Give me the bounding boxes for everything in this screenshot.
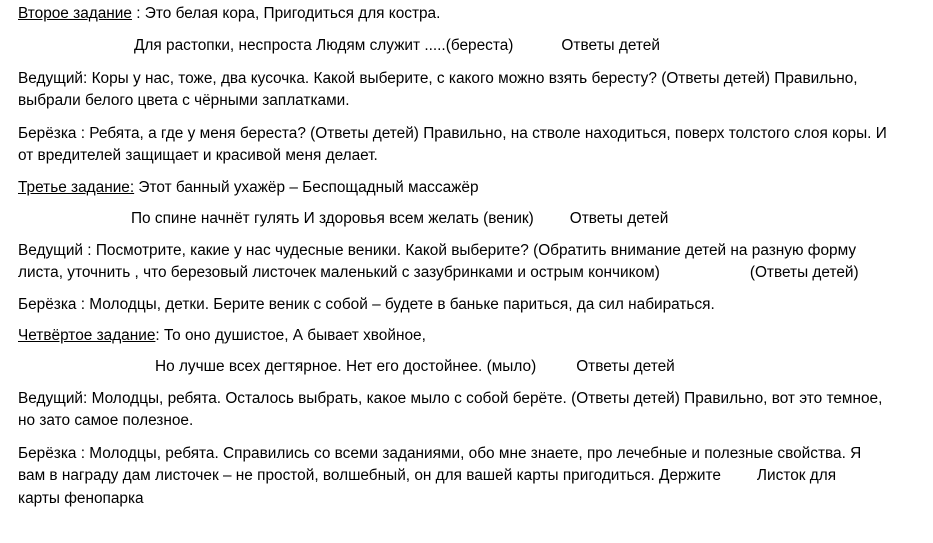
birch-remark-bark-line2: от вредителей защищает и красивой меня делает.	[18, 147, 378, 164]
task-3-riddle-line2	[131, 208, 668, 230]
task-4-riddle-line1: : То оно душистое, А бывает хвойное,	[155, 327, 426, 344]
task-2-riddle-line1: : Это белая кора, Пригодиться для костра.	[131, 5, 441, 22]
birch-remark-bark-line1: Берёзка : Ребята, а где у меня береста? (Ответы детей) Правильно, на стволе находиться, поверх толстого слоя коры. И	[18, 125, 887, 142]
birch-remark-final-line1: Берёзка : Молодцы, ребята. Справились со всеми заданиями, обо мне знаете, про лечебные и полезные свойства. Я	[18, 445, 862, 462]
birch-remark-final-text: вам в награду дам листочек – не простой, волшебный, он для вашей карты пригодиться. Держите	[18, 467, 721, 484]
birch-remark-final-line2	[18, 465, 836, 487]
birch-remark-brooms: Берёзка : Молодцы, детки. Берите веник с собой – будете в баньке париться, да сил набираться.	[18, 296, 715, 313]
task-4-riddle-verse: Но лучше всех дегтярное. Нет его достойнее. (мыло)	[155, 358, 537, 375]
task-4-children-answers: Ответы детей	[576, 358, 675, 375]
task-2-children-answers: Ответы детей	[561, 37, 660, 54]
task-3-label: Третье задание:	[18, 179, 135, 196]
leaf-for-map-note: Листок для	[756, 467, 837, 484]
brooms-children-answers: (Ответы детей)	[749, 264, 859, 281]
task-2-heading	[18, 3, 440, 25]
host-remark-bark-line1: Ведущий: Коры у нас, тоже, два кусочка. Какой выберите, с какого можно взять бересту? (Ответы детей) Правильно,	[18, 70, 858, 87]
task-4-label: Четвёртое задание	[18, 327, 156, 344]
host-remark-brooms-line1: Ведущий : Посмотрите, какие у нас чудесные веники. Какой выберите? (Обратить внимание детей на разную форму	[18, 242, 857, 259]
task-4-heading	[18, 325, 426, 347]
task-2-label: Второе задание	[18, 5, 132, 22]
task-3-heading	[18, 177, 479, 199]
task-3-children-answers: Ответы детей	[569, 210, 669, 227]
host-remark-soap-line2: но зато самое полезное.	[18, 412, 194, 429]
task-2-riddle-verse: Для растопки, неспроста Людям служит .....(береста)	[134, 37, 514, 54]
task-4-riddle-line2	[155, 356, 675, 378]
task-3-riddle-verse: По спине начнёт гулять И здоровья всем желать (веник)	[131, 210, 534, 227]
host-remark-brooms-line2	[18, 262, 859, 284]
birch-remark-final-line3: карты фенопарка	[18, 490, 144, 507]
task-3-riddle-line1: Этот банный ухажёр – Беспощадный массажёр	[134, 179, 479, 196]
task-2-riddle-line2	[134, 35, 660, 57]
host-remark-bark-line2: выбрали белого цвета с чёрными заплатками.	[18, 92, 350, 109]
host-remark-brooms-text: листа, уточнить , что березовый листочек маленький с зазубринками и острым кончиком)	[18, 264, 660, 281]
host-remark-soap-line1: Ведущий: Молодцы, ребята. Осталось выбрать, какое мыло с собой берёте. (Ответы детей) Правильно, вот это темное,	[18, 390, 883, 407]
